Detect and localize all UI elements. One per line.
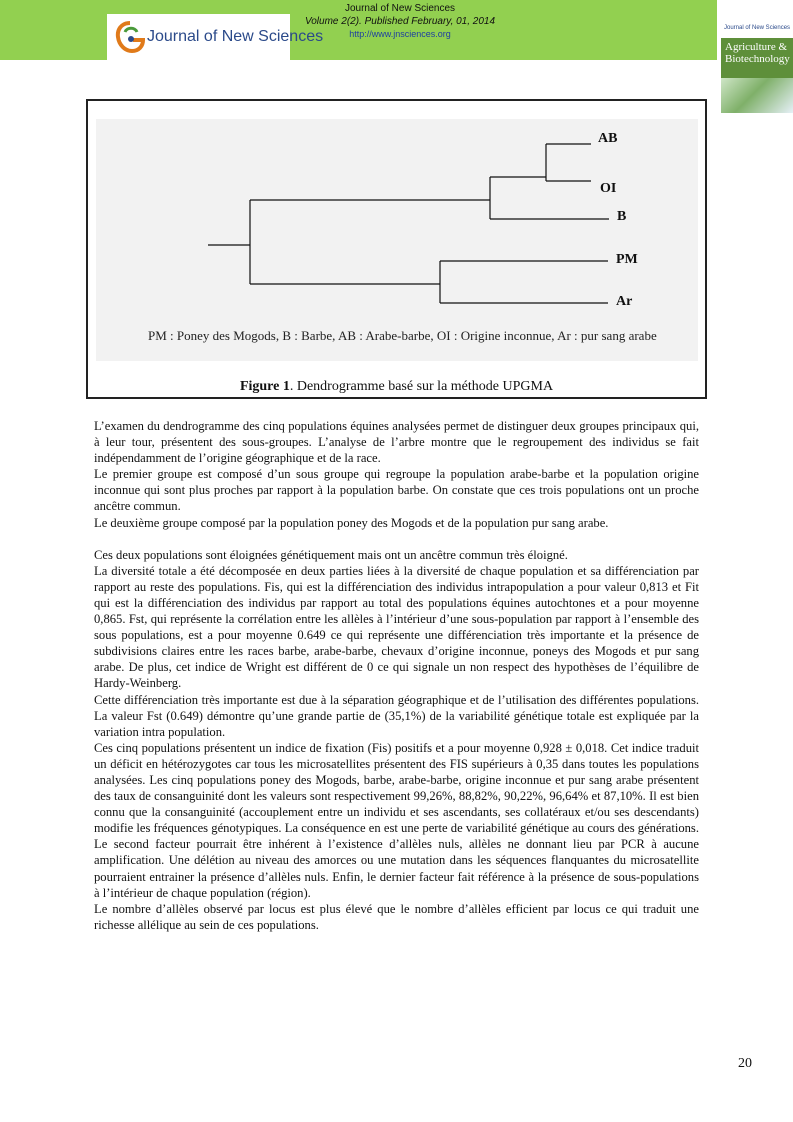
paragraph-6: Cette différenciation très importante est due à la séparation géographique et de l’utilisation des différentes populations. La valeur Fst (0.649) démontre qu’une grande partie de (35,1%) de la variabilité génétique totale est expliquée par la variation intra population. (94, 692, 699, 739)
cover-image (721, 78, 793, 113)
cover-thumbnail (721, 18, 793, 113)
dendrogram (96, 119, 698, 361)
cover-title: Agriculture & Biotechnology (721, 38, 793, 78)
journal-url-link[interactable]: http://www.jnsciences.org (349, 29, 451, 39)
paragraph-1: L’examen du dendrogramme des cinq populations équines analysées permet de distinguer deux groupes principaux qui, à leur tour, présentent des sous-groupes. L’analyse de l’arbre montre que le regroupement des individus se fait indépendamment de l’origine géographique et de la race. (94, 419, 699, 466)
dendrogram-legend: PM : Poney des Mogods, B : Barbe, AB : Arabe-barbe, OI : Origine inconnue, Ar : pur sang arabe (148, 328, 657, 343)
figure-caption-number: Figure 1 (239, 379, 290, 394)
figure-caption (88, 379, 705, 395)
journal-logo-icon (115, 20, 145, 54)
volume-line: Volume 2(2). Published February, 01, 2014 (304, 16, 496, 27)
dendro-label-pm: PM (616, 252, 638, 267)
paragraph-4: Ces deux populations sont éloignées génétiquement mais ont un ancêtre commun très éloigné. (94, 547, 568, 562)
page-number: 20 (738, 1056, 752, 1071)
cover-top-text: Journal of New Sciences (721, 18, 793, 38)
header-info (290, 2, 510, 41)
dendrogram-panel (96, 119, 698, 361)
paragraph-3: Le deuxième groupe composé par la population poney des Mogods et de la population pur sang arabe. (94, 515, 609, 530)
journal-title: Journal of New Sciences (344, 3, 456, 14)
figure-caption-text: . Dendrogramme basé sur la méthode UPGMA (289, 379, 554, 394)
logo-text: Journal of New Sciences (147, 28, 324, 45)
paragraph-7: Ces cinq populations présentent un indice de fixation (Fis) positifs et a pour moyenne 0,928 ± 0,018. Cet indice traduit un déficit en hétérozygotes car tous les microsatellites présentent des FIS supérieurs à 0,35 dans toutes les populations analysées. Les cinq populations poney des Mogods, barbe, arabe-barbe, origine inconnue et pur sang arabe présentent des taux de consanguinité dont les valeurs sont respectivement 99,26%, 88,82%, 90,22%, 96,64% et 87,10%. Il est bien connu que la consanguinité (accouplement entre un individu et ses ascendants, ses collatéraux et/ou ses descendants) modifie les fréquences génotypiques. La conséquence en est une perte de variabilité génétique au cours des générations. Le second facteur pourrait être inhérent à l’existence d’allèles nuls, allèles ne donnant lieu par PCR à aucune amplification. Une délétion au niveau des amorces ou une mutation dans les séquences flanquantes du microsatellite pourraient entrainer la présence d’allèles nuls. Enfin, le dernier facteur fait référence à la présence de sous-populations à l’intérieur de chaque population (région). (94, 740, 699, 900)
paragraph-5: La diversité totale a été décomposée en deux parties liées à la diversité de chaque population et sa différenciation par rapport au reste des populations. Fis, qui est la différenciation des individus intrapopulation a pour valeur 0,813 et Fit qui est la différenciation des individus par rapport au total des populations équines autochtones et a pour moyenne 0,865. Fst, qui représente la corrélation entre les allèles à l’intérieur d’une sous-population par rapport à l’ensemble des sous populations, est a pour moyenne 0.649 ce qui représente une différenciation très importante et la présence de subdivisions claires entre les races barbe, arabe-barbe, chevaux d’origine inconnue, poneys des Mogods et pur sang arabe. De plus, cet indice de Wright est différent de 0 ce qui signale un non respect des hypothèses de l’équilibre de Hardy-Weinberg. (94, 563, 699, 691)
dendro-label-ar: Ar (616, 294, 633, 309)
figure-frame (86, 99, 707, 399)
article-body (94, 418, 699, 933)
dendro-label-oi: OI (600, 181, 617, 196)
paragraph-2: Le premier groupe est composé d’un sous groupe qui regroupe la population arabe-barbe et la population origine inconnue qui sont plus proches par rapport à la population barbe. On constate que ces trois populations ont un proche ancêtre commun. (94, 467, 699, 514)
dendro-label-b: B (617, 209, 627, 224)
journal-logo (107, 14, 324, 60)
paragraph-8: Le nombre d’allèles observé par locus est plus élevé que le nombre d’allèles efficient par locus ce qui traduit une richesse allélique au sein de ces populations. (94, 901, 699, 932)
dendro-label-ab: AB (598, 131, 618, 146)
